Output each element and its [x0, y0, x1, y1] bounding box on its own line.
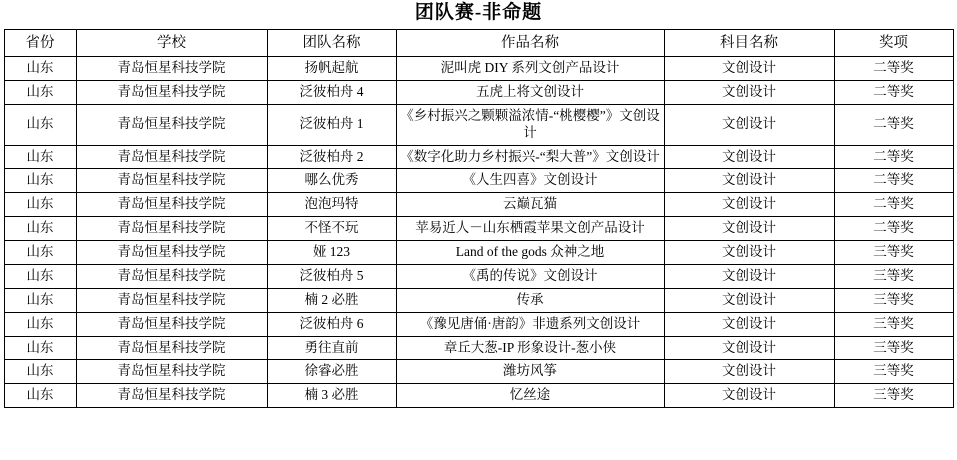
cell-subject: 文创设计	[664, 169, 834, 193]
cell-award: 二等奖	[834, 193, 953, 217]
table-row	[4, 145, 953, 169]
cell-province: 山东	[4, 217, 76, 241]
cell-province: 山东	[4, 336, 76, 360]
cell-province: 山东	[4, 169, 76, 193]
table-row	[4, 193, 953, 217]
cell-school: 青岛恒星科技学院	[76, 312, 267, 336]
table-row	[4, 169, 953, 193]
cell-award: 三等奖	[834, 360, 953, 384]
cell-work: 《豫见唐俑·唐韵》非遗系列文创设计	[396, 312, 664, 336]
cell-subject: 文创设计	[664, 241, 834, 265]
column-header-team: 团队名称	[267, 29, 396, 56]
cell-work: 《禹的传说》文创设计	[396, 264, 664, 288]
cell-work: 《人生四喜》文创设计	[396, 169, 664, 193]
cell-school: 青岛恒星科技学院	[76, 288, 267, 312]
cell-school: 青岛恒星科技学院	[76, 104, 267, 145]
cell-award: 三等奖	[834, 336, 953, 360]
table-row	[4, 241, 953, 265]
cell-subject: 文创设计	[664, 288, 834, 312]
cell-subject: 文创设计	[664, 104, 834, 145]
cell-team: 泛彼柏舟 4	[267, 80, 396, 104]
cell-subject: 文创设计	[664, 312, 834, 336]
table-body	[4, 57, 953, 408]
cell-team: 楠 2 必胜	[267, 288, 396, 312]
cell-team: 娅 123	[267, 241, 396, 265]
cell-school: 青岛恒星科技学院	[76, 241, 267, 265]
table-row	[4, 57, 953, 81]
cell-award: 二等奖	[834, 169, 953, 193]
cell-award: 三等奖	[834, 241, 953, 265]
cell-work: 苹易近人－山东栖霞苹果文创产品设计	[396, 217, 664, 241]
column-header-work: 作品名称	[396, 29, 664, 56]
table-row	[4, 217, 953, 241]
cell-school: 青岛恒星科技学院	[76, 80, 267, 104]
cell-award: 三等奖	[834, 312, 953, 336]
cell-subject: 文创设计	[664, 360, 834, 384]
cell-province: 山东	[4, 288, 76, 312]
cell-award: 二等奖	[834, 57, 953, 81]
cell-school: 青岛恒星科技学院	[76, 145, 267, 169]
cell-work: 云巅瓦猫	[396, 193, 664, 217]
table-row	[4, 360, 953, 384]
table-row	[4, 288, 953, 312]
cell-team: 泡泡玛特	[267, 193, 396, 217]
cell-province: 山东	[4, 80, 76, 104]
cell-school: 青岛恒星科技学院	[76, 360, 267, 384]
table-row	[4, 336, 953, 360]
cell-province: 山东	[4, 193, 76, 217]
cell-work: Land of the gods 众神之地	[396, 241, 664, 265]
cell-award: 二等奖	[834, 104, 953, 145]
cell-subject: 文创设计	[664, 336, 834, 360]
table-row	[4, 384, 953, 408]
cell-subject: 文创设计	[664, 145, 834, 169]
table-row	[4, 104, 953, 145]
cell-award: 三等奖	[834, 288, 953, 312]
cell-team: 泛彼柏舟 2	[267, 145, 396, 169]
cell-award: 二等奖	[834, 145, 953, 169]
cell-school: 青岛恒星科技学院	[76, 193, 267, 217]
cell-school: 青岛恒星科技学院	[76, 384, 267, 408]
results-table	[4, 29, 954, 408]
cell-work: 忆丝途	[396, 384, 664, 408]
cell-team: 哪么优秀	[267, 169, 396, 193]
column-header-school: 学校	[76, 29, 267, 56]
table-header	[4, 29, 953, 56]
cell-school: 青岛恒星科技学院	[76, 336, 267, 360]
cell-team: 泛彼柏舟 6	[267, 312, 396, 336]
cell-school: 青岛恒星科技学院	[76, 57, 267, 81]
table-header-row	[4, 29, 953, 56]
cell-province: 山东	[4, 384, 76, 408]
cell-province: 山东	[4, 312, 76, 336]
cell-school: 青岛恒星科技学院	[76, 169, 267, 193]
cell-subject: 文创设计	[664, 384, 834, 408]
cell-province: 山东	[4, 264, 76, 288]
cell-province: 山东	[4, 360, 76, 384]
cell-school: 青岛恒星科技学院	[76, 264, 267, 288]
cell-work: 《数字化助力乡村振兴-“梨大普”》文创设计	[396, 145, 664, 169]
page-title: 团队赛-非命题	[414, 2, 543, 23]
column-header-subject: 科目名称	[664, 29, 834, 56]
cell-award: 二等奖	[834, 217, 953, 241]
cell-work: 潍坊风筝	[396, 360, 664, 384]
cell-province: 山东	[4, 57, 76, 81]
cell-work: 五虎上将文创设计	[396, 80, 664, 104]
cell-work: 传承	[396, 288, 664, 312]
cell-award: 三等奖	[834, 264, 953, 288]
cell-award: 二等奖	[834, 80, 953, 104]
column-header-province: 省份	[4, 29, 76, 56]
cell-team: 勇往直前	[267, 336, 396, 360]
cell-subject: 文创设计	[664, 193, 834, 217]
cell-work: 《乡村振兴之颗颗溢浓情-“桃樱樱”》文创设计	[396, 104, 664, 145]
cell-school: 青岛恒星科技学院	[76, 217, 267, 241]
table-row	[4, 80, 953, 104]
cell-work: 泥叫虎 DIY 系列文创产品设计	[396, 57, 664, 81]
cell-team: 泛彼柏舟 5	[267, 264, 396, 288]
cell-subject: 文创设计	[664, 264, 834, 288]
cell-team: 泛彼柏舟 1	[267, 104, 396, 145]
cell-team: 楠 3 必胜	[267, 384, 396, 408]
column-header-award: 奖项	[834, 29, 953, 56]
table-row	[4, 312, 953, 336]
cell-subject: 文创设计	[664, 217, 834, 241]
cell-team: 徐睿必胜	[267, 360, 396, 384]
cell-subject: 文创设计	[664, 80, 834, 104]
cell-team: 扬帆起航	[267, 57, 396, 81]
table-row	[4, 264, 953, 288]
cell-work: 章丘大葱-IP 形象设计-葱小侠	[396, 336, 664, 360]
cell-province: 山东	[4, 145, 76, 169]
cell-award: 三等奖	[834, 384, 953, 408]
cell-subject: 文创设计	[664, 57, 834, 81]
cell-province: 山东	[4, 241, 76, 265]
cell-team: 不怪不玩	[267, 217, 396, 241]
cell-province: 山东	[4, 104, 76, 145]
